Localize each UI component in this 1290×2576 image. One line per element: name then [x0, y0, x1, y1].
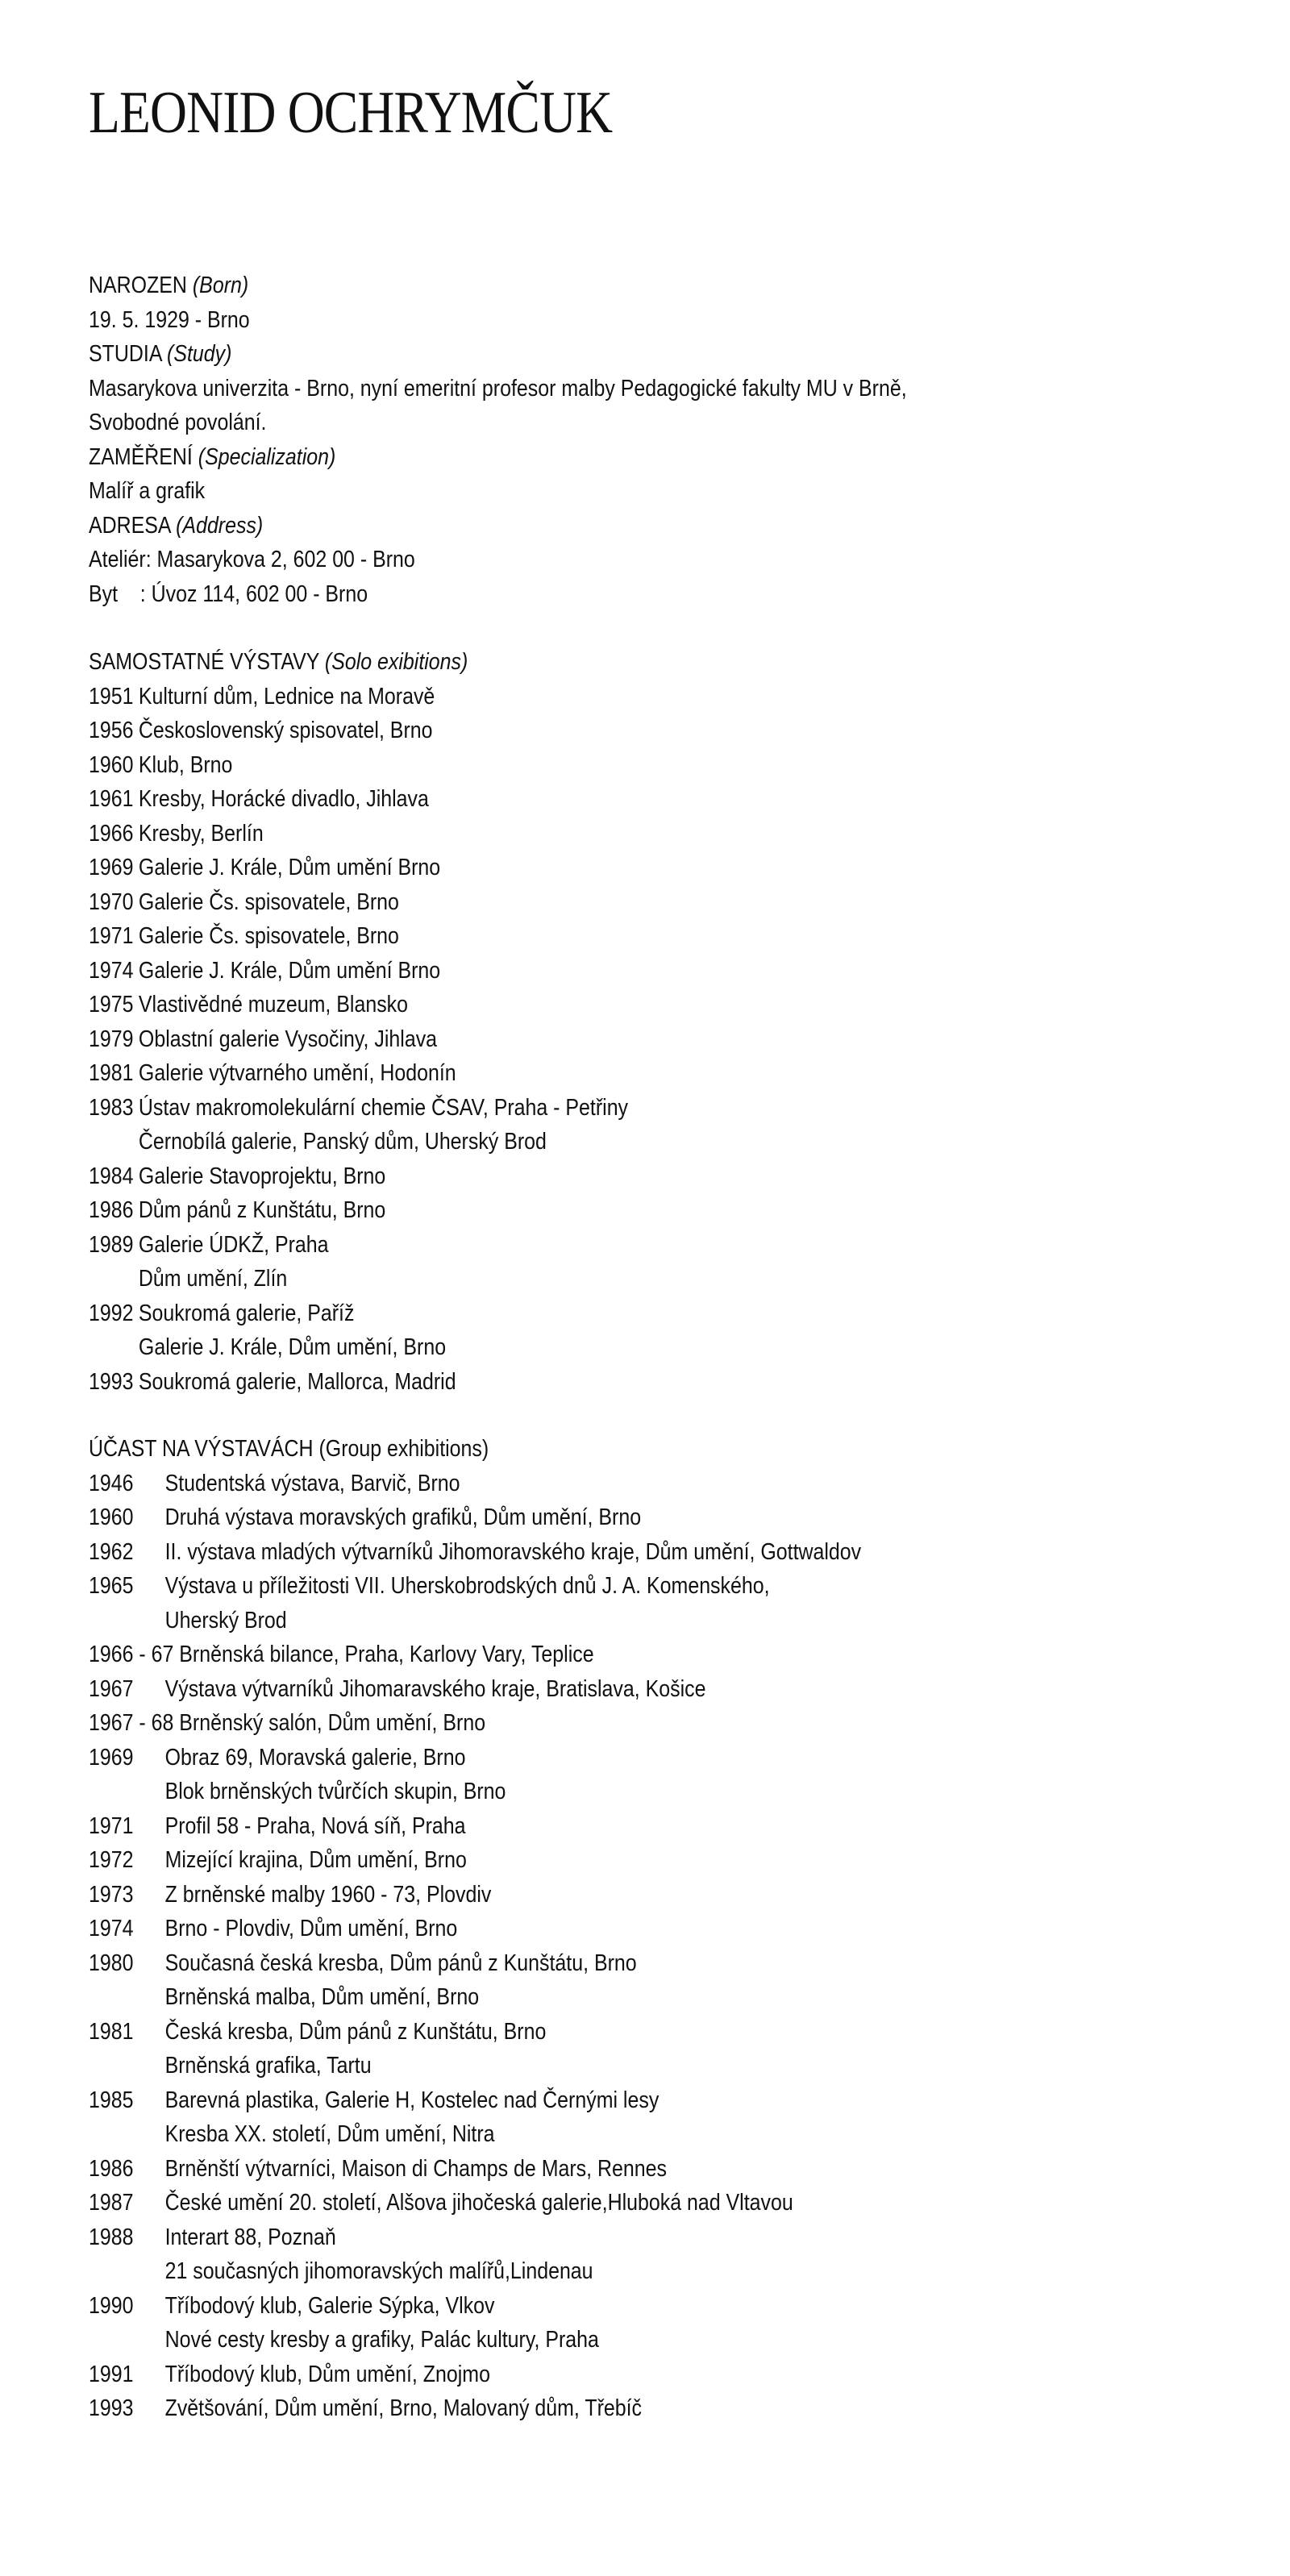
solo-item — [89, 851, 628, 885]
spec-value: Malíř a grafik — [89, 478, 206, 504]
solo-item-text: Soukromá galerie, Mallorca, Madrid — [138, 1368, 456, 1395]
solo-item-text: Dům umění, Zlín — [138, 1266, 288, 1292]
solo-item-year: 1966 — [89, 820, 134, 847]
group-item-text: Brněnská grafika, Tartu — [164, 2053, 372, 2079]
group-item-year: 1990 — [89, 2292, 134, 2319]
solo-list — [89, 680, 716, 1400]
solo-item — [89, 680, 628, 714]
solo-item — [89, 919, 628, 954]
group-item-text: Brněnský salón, Dům umění, Brno — [179, 1710, 486, 1736]
born-label-en: (Born) — [192, 273, 249, 298]
solo-item-year: 1970 — [89, 888, 134, 915]
group-item — [89, 1843, 861, 1878]
group-item — [89, 1535, 861, 1570]
solo-item-text: Galerie ÚDKŽ, Praha — [138, 1231, 329, 1258]
solo-item — [89, 1296, 628, 1331]
group-item-text: Barevná plastika, Galerie H, Kostelec nad Černými lesy — [164, 2087, 660, 2113]
solo-item — [89, 1091, 628, 1126]
solo-item — [89, 1228, 628, 1263]
address-label-en: (Address) — [176, 512, 264, 539]
group-item-text: Mizející krajina, Dům umění, Brno — [164, 1847, 467, 1873]
spec-label-en: (Specialization) — [198, 443, 336, 470]
solo-item — [89, 1330, 628, 1365]
solo-item-text: Galerie výtvarného umění, Hodonín — [138, 1060, 456, 1086]
born-label: NAROZEN — [89, 273, 187, 298]
solo-item — [89, 1159, 628, 1194]
group-item-text: Druhá výstava moravských grafiků, Dům umění, Brno — [164, 1504, 642, 1530]
solo-item-text: Galerie Čs. spisovatele, Brno — [138, 888, 399, 915]
group-item-year: 1991 — [89, 2361, 134, 2387]
solo-heading-label: SAMOSTATNÉ VÝSTAVY — [89, 649, 319, 675]
group-item-text: Kresba XX. století, Dům umění, Nitra — [164, 2121, 495, 2147]
solo-item — [89, 988, 628, 1022]
solo-item-year: 1979 — [89, 1026, 134, 1052]
group-item-year: 1967 — [89, 1675, 134, 1702]
solo-section — [89, 645, 716, 1399]
solo-heading — [89, 645, 628, 680]
solo-item — [89, 885, 628, 920]
group-item-text: Brněnští výtvarníci, Maison di Champs de Mars, Rennes — [164, 2155, 667, 2182]
solo-item-text: Ústav makromolekulární chemie ČSAV, Praha - Petřiny — [138, 1094, 629, 1121]
group-item — [89, 1706, 861, 1741]
spec-heading — [89, 440, 907, 475]
solo-item — [89, 954, 628, 988]
born-value: 19. 5. 1929 - Brno — [89, 306, 250, 333]
solo-item-text: Černobílá galerie, Panský dům, Uherský Brod — [138, 1129, 547, 1155]
solo-item-text: Galerie Čs. spisovatele, Brno — [138, 923, 399, 949]
study-label: STUDIA — [89, 341, 162, 367]
group-item-text: Blok brněnských tvůrčích skupin, Brno — [164, 1779, 506, 1804]
solo-item-year: 1984 — [89, 1163, 134, 1189]
group-item — [89, 1946, 861, 1981]
group-item — [89, 2015, 861, 2050]
solo-item-text: Soukromá galerie, Paříž — [138, 1300, 355, 1326]
solo-item-year: 1983 — [89, 1094, 134, 1121]
group-item-year: 1974 — [89, 1916, 134, 1941]
solo-item-year: 1951 — [89, 683, 134, 710]
group-item-year: 1962 — [89, 1538, 134, 1565]
group-item — [89, 1569, 861, 1604]
group-item-year: 1988 — [89, 2224, 134, 2250]
solo-item — [89, 714, 628, 748]
group-item — [89, 1775, 861, 1809]
bio-section — [89, 268, 1040, 611]
born-heading — [89, 268, 907, 303]
solo-item-text: Dům pánů z Kunštátu, Brno — [138, 1197, 386, 1223]
group-item — [89, 2049, 861, 2083]
study-label-en: (Study) — [167, 341, 232, 367]
study-line-2: Svobodné povolání. — [89, 410, 267, 435]
group-item-text: Tříbodový klub, Galerie Sýpka, Vlkov — [164, 2292, 495, 2319]
group-item-year: 1966 - 67 — [89, 1642, 174, 1667]
group-item-text: Profil 58 - Praha, Nová síň, Praha — [164, 1812, 466, 1839]
group-item-year: 1987 — [89, 2190, 134, 2216]
group-item-text: Z brněnské malby 1960 - 73, Plovdiv — [164, 1881, 492, 1908]
solo-item — [89, 817, 628, 851]
group-item — [89, 2083, 861, 2118]
group-item — [89, 1638, 861, 1672]
group-item-text: II. výstava mladých výtvarníků Jihomoravského kraje, Dům umění, Gottwaldov — [164, 1538, 862, 1565]
group-item-text: 21 současných jihomoravských malířů,Lindenau — [164, 2258, 593, 2284]
solo-item-year: 1981 — [89, 1060, 134, 1086]
group-item — [89, 2289, 861, 2324]
group-list — [89, 1467, 987, 2426]
group-item — [89, 2186, 861, 2220]
group-item — [89, 1741, 861, 1775]
group-item — [89, 2117, 861, 2152]
group-item-year: 1971 — [89, 1812, 134, 1839]
group-item-year: 1972 — [89, 1847, 134, 1873]
page-title: LEONID OCHRYMČUK — [89, 80, 613, 146]
group-section — [89, 1432, 987, 2426]
solo-item-year: 1992 — [89, 1300, 134, 1326]
group-item — [89, 2323, 861, 2358]
group-item-text: Interart 88, Poznaň — [164, 2224, 336, 2250]
group-item-text: Obraz 69, Moravská galerie, Brno — [164, 1744, 466, 1771]
solo-item-text: Československý spisovatel, Brno — [138, 718, 433, 743]
solo-item-year: 1961 — [89, 786, 134, 812]
solo-item-text: Galerie J. Krále, Dům umění Brno — [138, 855, 441, 880]
group-item-year: 1969 — [89, 1744, 134, 1771]
address-line-2: Byt : Úvoz 114, 602 00 - Brno — [89, 581, 368, 607]
group-heading: ÚČAST NA VÝSTAVÁCH (Group exhibitions) — [89, 1436, 489, 1462]
solo-item-year: 1974 — [89, 957, 134, 984]
group-item-text: Nové cesty kresby a grafiky, Palác kultury, Praha — [164, 2327, 599, 2353]
group-item — [89, 2254, 861, 2289]
group-item-text: České umění 20. století, Alšova jihočeská galerie,Hluboká nad Vltavou — [164, 2190, 793, 2216]
solo-item-text: Galerie J. Krále, Dům umění Brno — [138, 957, 441, 984]
solo-item-year: 1993 — [89, 1368, 134, 1395]
group-item — [89, 2220, 861, 2255]
solo-item-text: Galerie Stavoprojektu, Brno — [138, 1163, 386, 1189]
solo-item — [89, 1056, 628, 1091]
group-item-text: Česká kresba, Dům pánů z Kunštátu, Brno — [164, 2018, 547, 2045]
solo-item-year: 1960 — [89, 751, 134, 778]
group-item-year: 1985 — [89, 2087, 134, 2113]
address-line-1: Ateliér: Masarykova 2, 602 00 - Brno — [89, 547, 415, 572]
solo-item — [89, 1193, 628, 1228]
solo-item-year: 1989 — [89, 1231, 134, 1258]
group-item-year: 1986 — [89, 2155, 134, 2182]
solo-heading-en: (Solo exibitions) — [324, 649, 468, 675]
group-item — [89, 2358, 861, 2392]
group-item-text: Současná česká kresba, Dům pánů z Kunštátu, Brno — [164, 1950, 637, 1976]
address-heading — [89, 509, 907, 543]
solo-item — [89, 1262, 628, 1296]
group-item-year: 1993 — [89, 2395, 134, 2421]
solo-item-text: Oblastní galerie Vysočiny, Jihlava — [138, 1026, 438, 1052]
group-item — [89, 1878, 861, 1912]
solo-item — [89, 782, 628, 817]
group-item — [89, 1912, 861, 1946]
group-item-year: 1973 — [89, 1881, 134, 1908]
solo-item — [89, 748, 628, 783]
group-item-year: 1965 — [89, 1573, 134, 1599]
group-item-text: Tříbodový klub, Dům umění, Znojmo — [164, 2361, 490, 2387]
solo-item-year: 1969 — [89, 855, 134, 880]
group-item — [89, 1980, 861, 2015]
solo-item-text: Vlastivědné muzeum, Blansko — [138, 992, 409, 1017]
solo-item-text: Kulturní dům, Lednice na Moravě — [138, 683, 435, 710]
group-item-year: 1946 — [89, 1470, 134, 1496]
group-item-text: Brno - Plovdiv, Dům umění, Brno — [164, 1916, 458, 1941]
group-item-year: 1981 — [89, 2018, 134, 2045]
address-label: ADRESA — [89, 512, 171, 539]
group-item — [89, 1672, 861, 1707]
group-item — [89, 1467, 861, 1501]
solo-item-year: 1975 — [89, 992, 134, 1017]
solo-item-text: Klub, Brno — [138, 751, 233, 778]
spec-label: ZAMĚŘENÍ — [89, 443, 193, 470]
group-item-text: Výstava u příležitosti VII. Uherskobrodských dnů J. A. Komenského, — [164, 1573, 770, 1599]
solo-item — [89, 1365, 628, 1400]
group-item — [89, 1500, 861, 1535]
group-item-year: 1960 — [89, 1504, 134, 1530]
solo-item-year: 1971 — [89, 923, 134, 949]
study-line-1: Masarykova univerzita - Brno, nyní emeritní profesor malby Pedagogické fakulty MU v Brně, — [89, 375, 907, 402]
group-item — [89, 2152, 861, 2187]
solo-item-text: Kresby, Berlín — [138, 820, 264, 847]
group-item-text: Brněnská malba, Dům umění, Brno — [164, 1984, 480, 2010]
solo-item-year: 1986 — [89, 1197, 134, 1223]
solo-item-year: 1956 — [89, 718, 134, 743]
group-item-text: Výstava výtvarníků Jihomaravského kraje, Bratislava, Košice — [164, 1675, 706, 1702]
group-item — [89, 1604, 861, 1638]
group-item-text: Brněnská bilance, Praha, Karlovy Vary, Teplice — [179, 1642, 594, 1667]
solo-item-text: Kresby, Horácké divadlo, Jihlava — [138, 786, 429, 812]
group-item-year: 1967 - 68 — [89, 1710, 174, 1736]
solo-item — [89, 1022, 628, 1057]
group-item — [89, 2391, 861, 2426]
solo-item-text: Galerie J. Krále, Dům umění, Brno — [138, 1334, 447, 1360]
group-item-text: Zvětšování, Dům umění, Brno, Malovaný dům, Třebíč — [164, 2395, 643, 2421]
group-item-text: Studentská výstava, Barvič, Brno — [164, 1470, 460, 1496]
solo-item — [89, 1125, 628, 1159]
group-item — [89, 1809, 861, 1844]
group-item-year: 1980 — [89, 1950, 134, 1976]
study-heading — [89, 337, 907, 372]
group-item-text: Uherský Brod — [164, 1607, 287, 1633]
